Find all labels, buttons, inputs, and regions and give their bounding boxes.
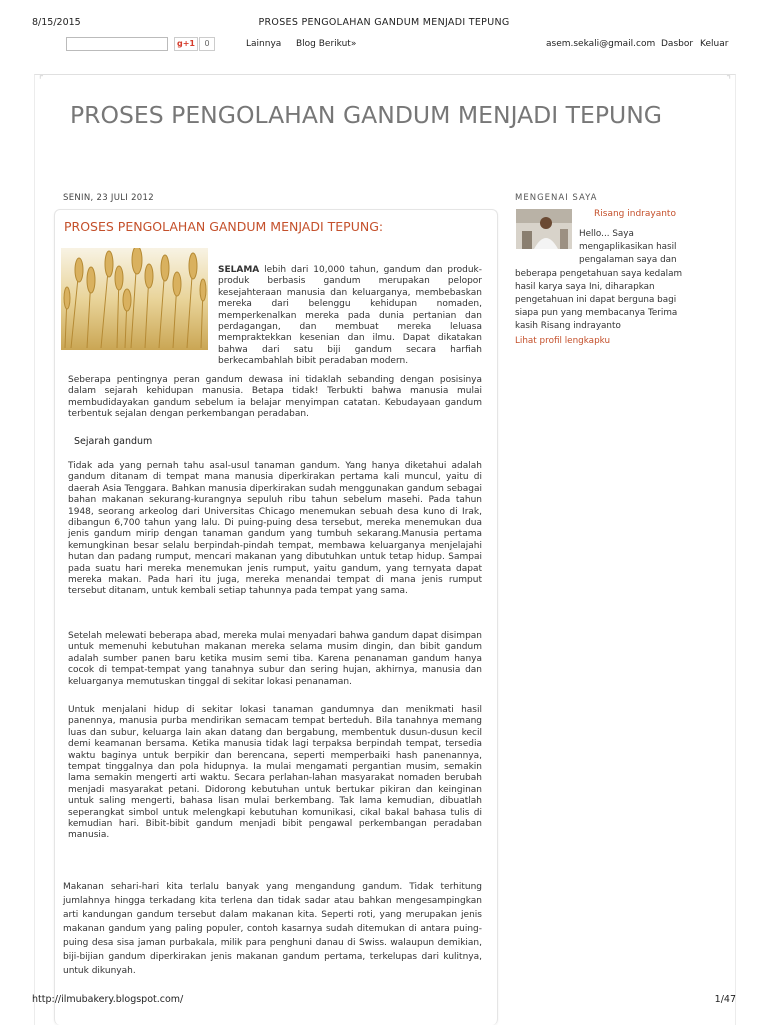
print-date: 8/15/2015: [32, 17, 81, 28]
print-page-number: 1/47: [714, 994, 736, 1005]
print-url: http://ilmubakery.blogspot.com/: [32, 994, 184, 1005]
history-paragraph-3: Untuk menjalani hidup di sekitar lokasi tanaman gandumnya dan menikmati hasil panennya, manusia purba mendirikan semacam tempat berteduh. Bila tanahnya memang luas dan subur, keluarga lain akan datang dan bergabung, membentuk dusun-dusun kecil demi keamanan bersama. Ketika manusia tidak lagi terpaksa berpindah tempat, tersedia waktu baginya untuk berpikir dan berencana, seperti memperbaiki hash panenannya, tempat tinggalnya dan pola hidupnya. Ia mulai mengamati pergantian musim, semakin lama semakin mengerti arti waktu. Secara perlahan-lahan masyarakat nomaden berubah menjadi masyarakat petani. Didorong kebutuhan untuk bertukar pikiran dan keinginan untuk saling mengerti, bahasa lisan mulai berkembang. Tak lama kemudian, dibuatlah seperangkat simbol untuk melengkapi kebutuhan komunikasi, cikal bakal bahasa tulis di kemudian hari. Bibit-bibit gandum menjadi bibit pengawal perkembangan peradaban manusia.: [68, 705, 482, 841]
about-text-rest: beberapa pengetahuan saya kedalam hasil karya saya Ini, diharapkan pengetahuan ini dapat berguna bagi siapa pun yang membacanya Terima kasih Risang indrayanto: [515, 268, 683, 332]
view-profile-link[interactable]: Lihat profil lengkapku: [515, 336, 611, 346]
frame-corner-right: ⌝: [726, 75, 731, 86]
print-title: PROSES PENGOLAHAN GANDUM MENJADI TEPUNG: [258, 17, 510, 28]
intro-text: lebih dari 10,000 tahun, gandum dan produk-produk berbasis gandum merupakan pelopor kesejahteraan manusia dan keluarganya, membebaskan mereka dari belenggu kehidupan nomaden, memperkenalkan mereka pada dunia pertanian dan perdagangan, dan membuat mereka leluasa mempraktekkan kesenian dan ilmu. Dapat dikatakan bahwa dari satu biji gandum secara harfiah berkecambahlah bibit peradaban modern.: [218, 265, 482, 367]
food-paragraph: Makanan sehari-hari kita terlalu banyak yang mengandung gandum. Tidak terhitung jumlahnya hingga terkadang kita terlena dan tidak sadar atau bahkan mengesampingkan arti kandungan gandum tersebut dalam makanan kita. Seperti roti, yang merupakan jenis makanan gandum yang paling populer, contoh kasarnya sudah ditemukan di antara puing-puing desa sisa jaman purbakala, milik para penghuni danau di Swiss. walaupun demikian, biji-bijian gandum diperkirakan jenis makanan gandum pertama, terkelupas dari kulitnya, untuk dikunyah.: [63, 882, 482, 976]
importance-paragraph: Seberapa pentingnya peran gandum dewasa ini tidaklah sebanding dengan posisinya dalam sejarah kehidupan manusia. Betapa tidak! Terbukti bahwa manusia mulai membudidayakan gandum sebelum ia belajar menyimpan catatan. Kebudayaan gandum terbentuk sejalan dengan perkembangan peradaban.: [68, 375, 482, 420]
about-text: [515, 228, 689, 334]
next-blog-link[interactable]: Blog Berikut»: [296, 39, 357, 49]
author-name-link[interactable]: Risang indrayanto: [594, 209, 676, 219]
history-paragraph-2: Setelah melewati beberapa abad, mereka mulai menyadari bahwa gandum dapat disimpan untuk memenuhi kebutuhan makanan mereka selama musim dingin, dan bibit gandum adalah sumber panen baru ketika musim semi tiba. Karena penanaman gandum hanya cocok di tempat-tempat yang tanahnya subur dan sering hujan, akhirnya, manusia dan keluarganya memutuskan tinggal di sekitar lokasi penanaman.: [68, 631, 482, 687]
dashboard-link[interactable]: Dasbor: [661, 39, 694, 49]
frame-corner-left: ⌜: [39, 75, 44, 86]
intro-lead-word: SELAMA: [218, 265, 260, 275]
google-plus-count: 0: [199, 37, 215, 51]
more-link[interactable]: Lainnya: [246, 39, 282, 49]
about-text-first: Hello... Saya mengaplikasikan hasil pengalaman saya dan: [579, 229, 677, 266]
blog-title[interactable]: PROSES PENGOLAHAN GANDUM MENJADI TEPUNG: [70, 101, 663, 129]
print-footer: [0, 994, 768, 1014]
google-plus-button[interactable]: g+1: [174, 37, 198, 51]
logout-link[interactable]: Keluar: [700, 39, 729, 49]
sidebar-heading: MENGENAI SAYA: [515, 193, 598, 203]
history-subheading: Sejarah gandum: [74, 436, 153, 447]
post-date: SENIN, 23 JULI 2012: [63, 193, 154, 203]
search-input[interactable]: [66, 37, 168, 51]
post-title[interactable]: PROSES PENGOLAHAN GANDUM MENJADI TEPUNG:: [64, 219, 384, 234]
blogger-navbar: [60, 34, 736, 56]
user-email[interactable]: asem.sekali@gmail.com: [546, 39, 656, 49]
print-header: [0, 0, 768, 28]
history-paragraph-1: Tidak ada yang pernah tahu asal-usul tanaman gandum. Yang hanya diketahui adalah gandum ditanam di tempat mana manusia diperkirakan pertama kali muncul, yaitu di daerah Asia Tenggara. Bahkan manusia diperkirakan sudah menggunakan gandum sebagai bahan makanan sekurang-kurangnya sepuluh ribu tahun sebelum masehi. Pada tahun 1948, seorang arkeolog dari Universitas Chicago menemukan sebuah desa kuno di Irak, dibangun 6,700 tahun yang lalu. Di puing-puing desa tersebut, mereka menemukan dua jenis gandum mirip dengan tanaman gandum yang tumbuh sekarang.Manusia pertama kemungkinan besar selalu berpindah-pindah tempat, membawa keluarganya menjelajahi hutan dan padang rumput, mencari makanan yang dibutuhkan untuk tetap hidup. Sampai pada suatu hari mereka menemukan jenis rumput, yaitu gandum, yang ternyata dapat mereka makan. Pada hari itu juga, mereka menandai tempat di mana jenis rumput tersebut ditanam, untuk kembali setiap tahunnya pada tempat yang sama.: [68, 461, 482, 597]
intro-paragraph: [218, 265, 482, 368]
wheat-image: [61, 248, 208, 350]
